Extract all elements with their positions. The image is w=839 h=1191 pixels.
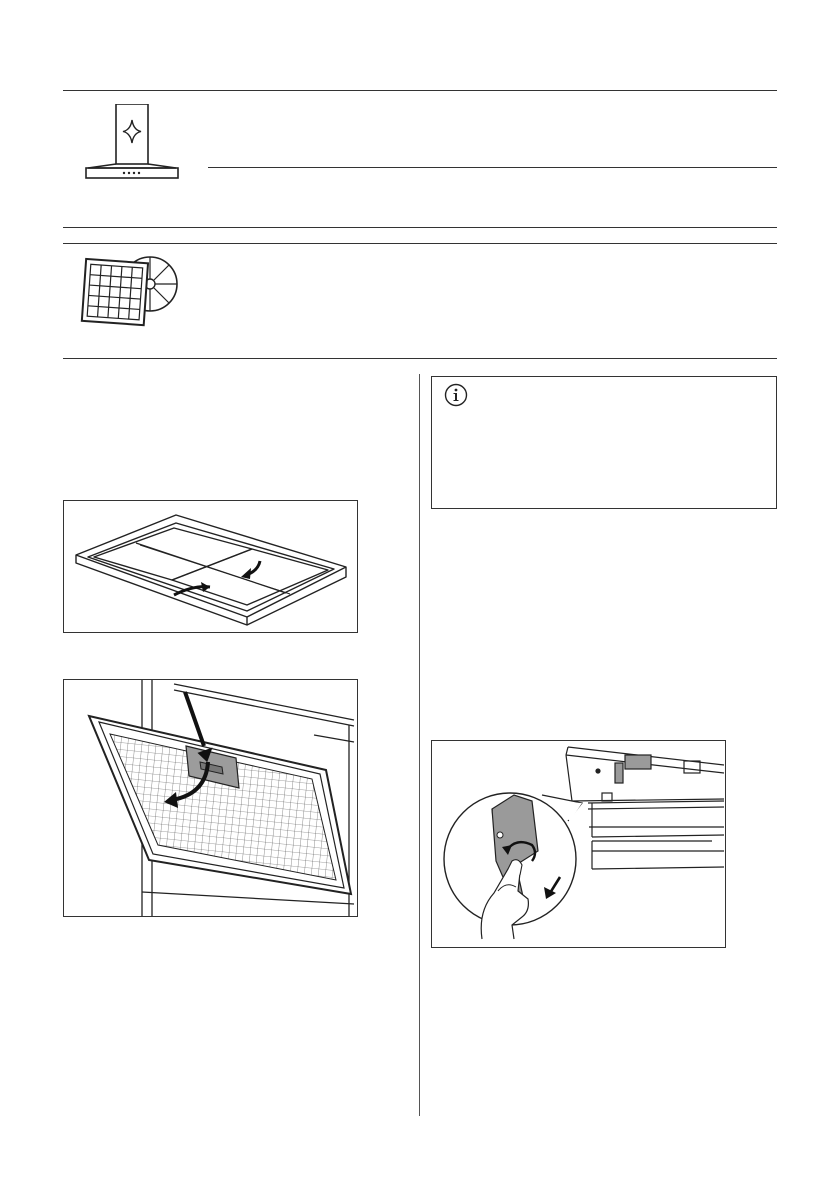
section-bottom-rule (63, 358, 777, 359)
carbon-filter-figure (431, 740, 726, 948)
hood-underside-figure (63, 500, 358, 633)
section-bottom-rule (63, 227, 777, 228)
column-divider (419, 374, 420, 1116)
filter-latch-figure (63, 679, 358, 917)
grease-filter-fan-icon (80, 249, 180, 329)
section-divider (208, 167, 777, 168)
info-icon (444, 383, 468, 407)
info-box (431, 376, 777, 509)
hood-sparkle-icon (82, 104, 182, 180)
section-top-rule (63, 243, 777, 244)
section-top-rule (63, 90, 777, 91)
